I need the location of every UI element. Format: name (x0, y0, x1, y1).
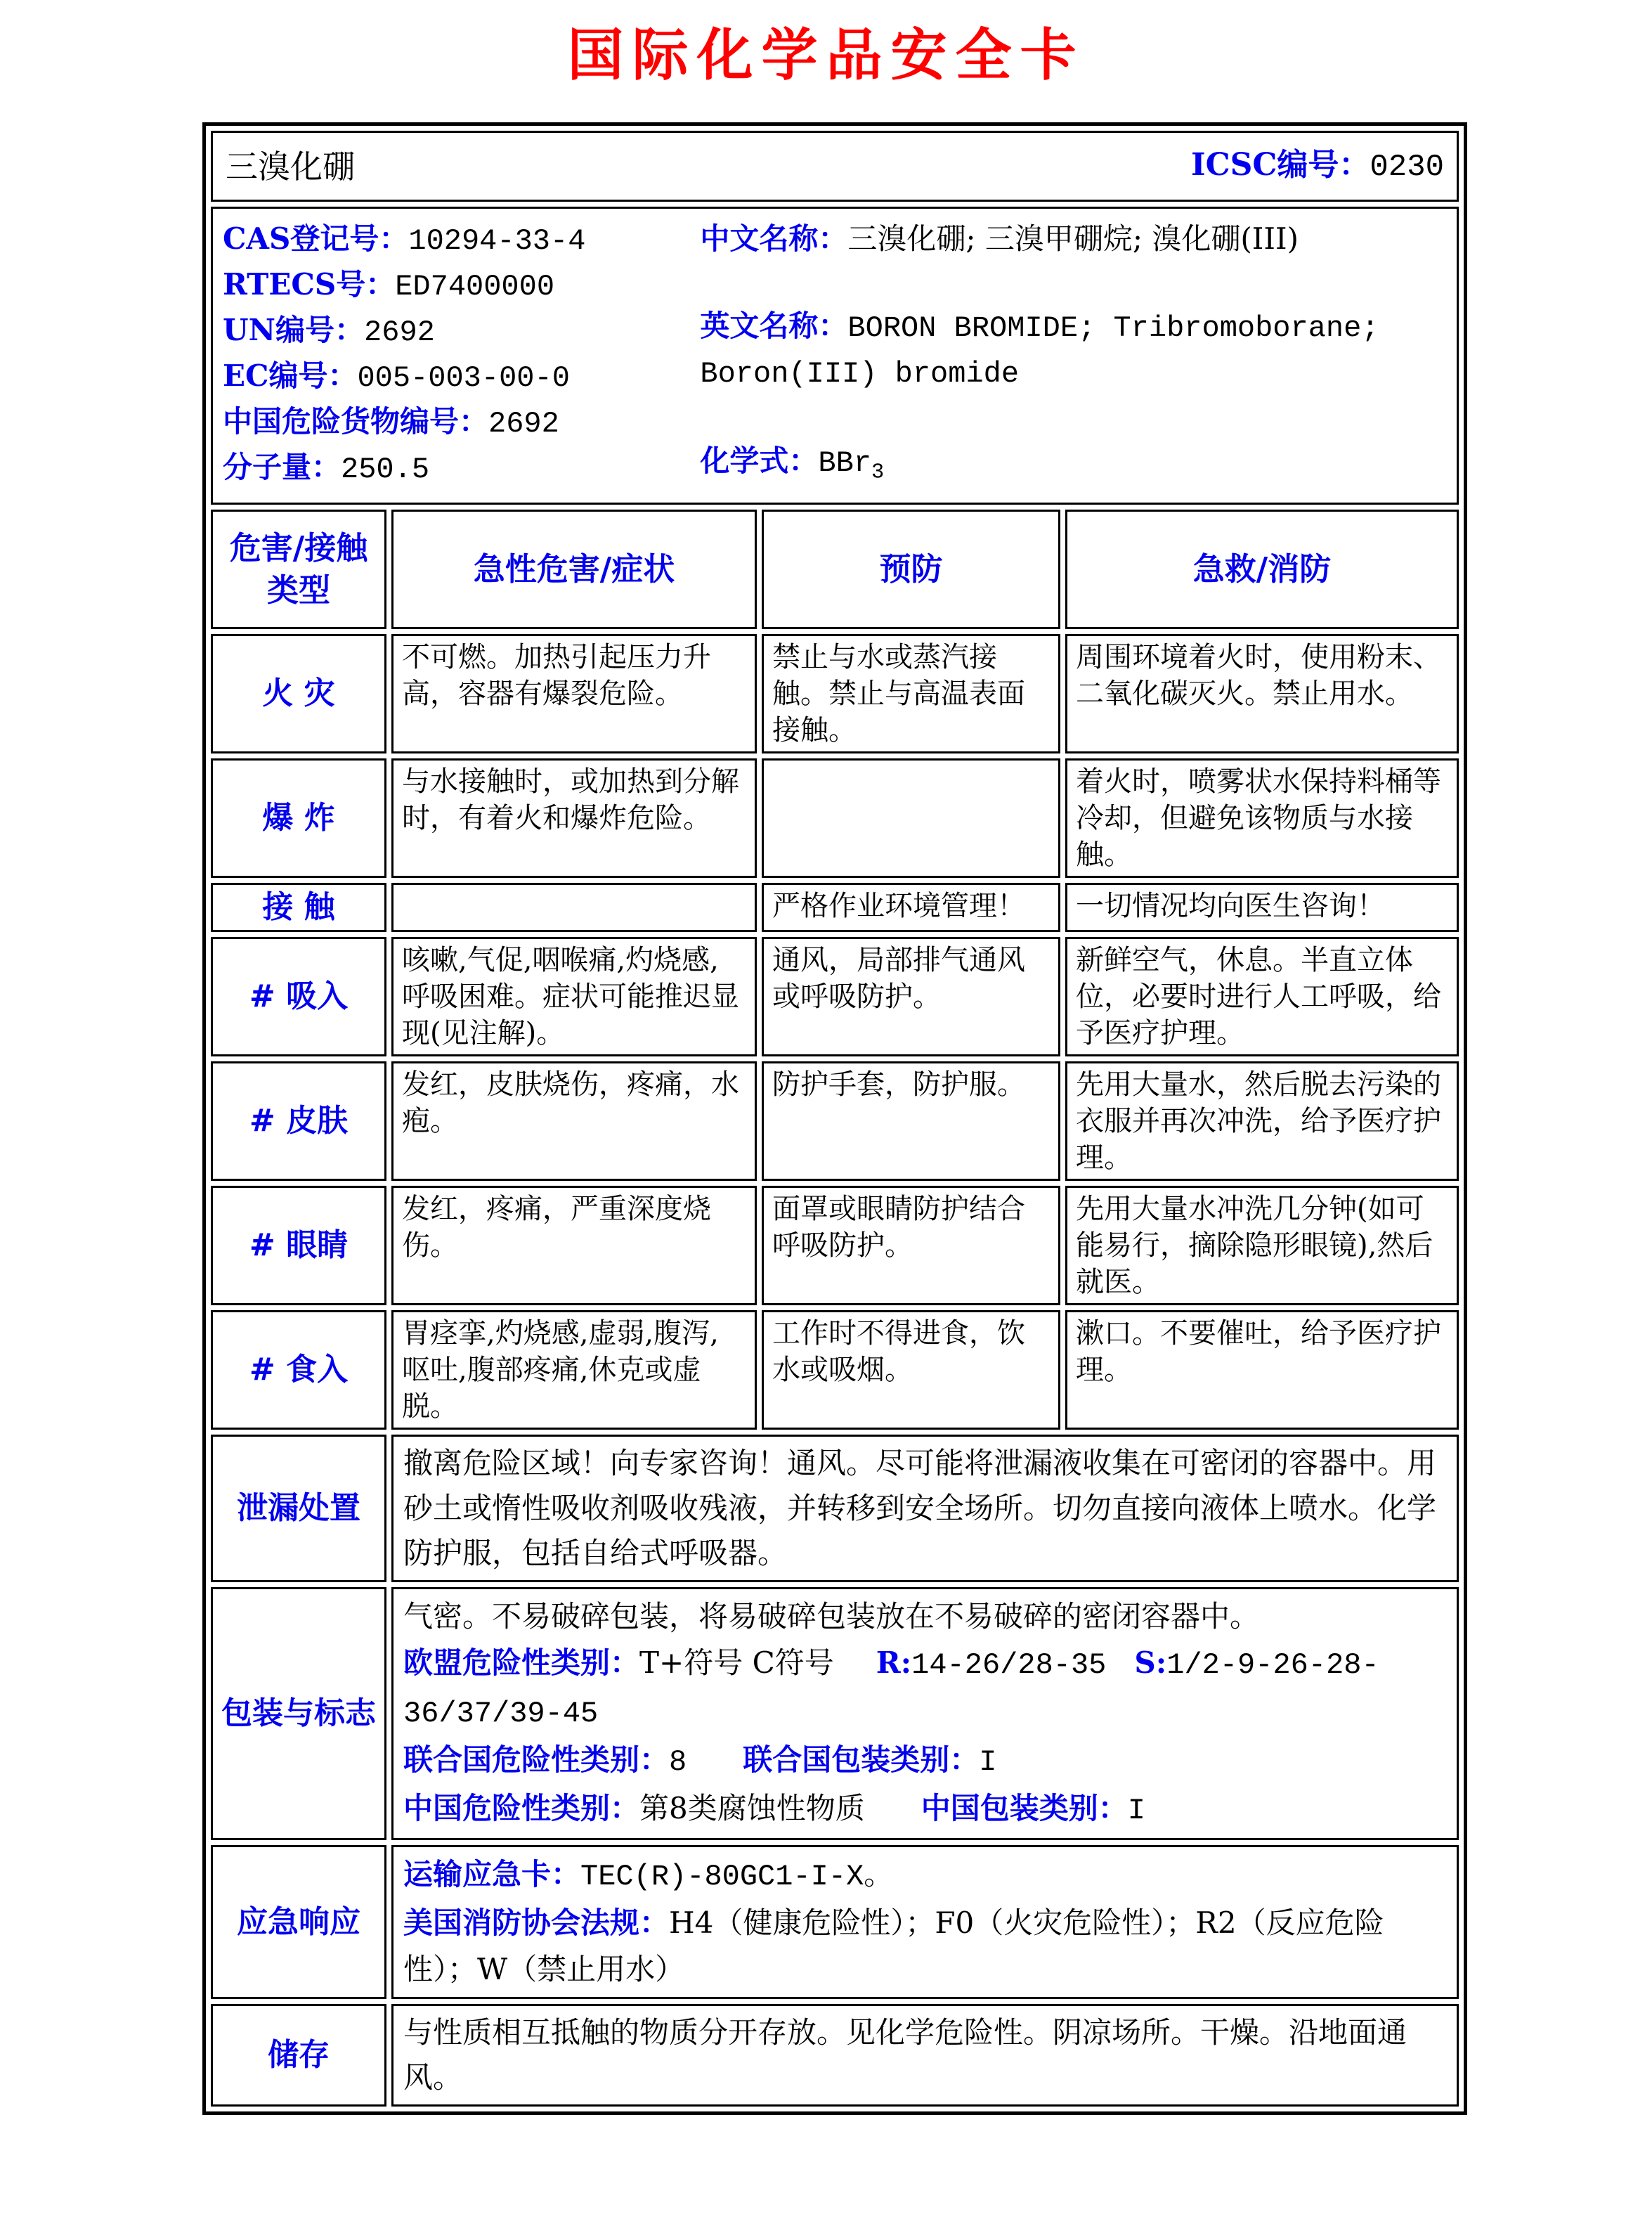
ingestion-response: 漱口。不要催吐，给予医疗护理。 (1065, 1310, 1459, 1430)
hazard-row-explosion (211, 758, 1459, 878)
formula-value: BBr$_3$ (818, 446, 885, 485)
packaging-line-eu (403, 1640, 1447, 1737)
chinese-name-line (700, 217, 1447, 261)
hazard-row-exposure (211, 883, 1459, 932)
header-first-aid: 急救/消防 (1065, 510, 1459, 629)
cas-label: CAS登记号： (223, 221, 409, 256)
ec-value: 005-003-00-0 (357, 361, 570, 395)
un-pack-label: 联合国包装类别： (743, 1742, 980, 1778)
skin-symptoms: 发红，皮肤烧伤，疼痛，水疱。 (391, 1061, 757, 1181)
eyes-prevention: 面罩或眼睛防护结合呼吸防护。 (762, 1186, 1060, 1305)
english-name-line (700, 304, 1447, 396)
inhalation-response: 新鲜空气，休息。半直立体位，必要时进行人工呼吸，给予医疗护理。 (1065, 937, 1459, 1056)
eu-class-label: 欧盟危险性类别： (403, 1645, 640, 1681)
rtecs-label: RTECS号： (223, 267, 396, 302)
molecular-weight-value: 250.5 (341, 453, 430, 486)
safety-card-table (202, 122, 1467, 2115)
inhalation-label: # 吸入 (211, 937, 386, 1056)
un-label: UN编号： (223, 313, 365, 347)
exposure-label: 接 触 (211, 883, 386, 932)
cn-class-value: 第8类腐蚀性物质 (639, 1791, 865, 1826)
spill-label: 泄漏处置 (211, 1435, 386, 1582)
un-class-label: 联合国危险性类别： (403, 1742, 670, 1778)
china-dg-number-line (223, 400, 700, 446)
packaging-label: 包装与标志 (211, 1587, 386, 1840)
explosion-symptoms: 与水接触时，或加热到分解时，有着火和爆炸危险。 (391, 758, 757, 878)
hazard-row-ingestion (211, 1310, 1459, 1430)
english-name-value: BORON BROMIDE; Tribromoborane; Boron(III) bromide (700, 311, 1379, 391)
chinese-name-label: 中文名称： (700, 221, 848, 256)
cn-pack-label: 中国包装类别： (921, 1791, 1128, 1826)
s-phrases-value: 1/2-9-26-28-36/37/39-45 (403, 1648, 1379, 1731)
exposure-symptoms (391, 883, 757, 932)
cas-value: 10294-33-4 (408, 224, 586, 258)
hazard-row-fire (211, 634, 1459, 753)
china-dg-label: 中国危险货物编号： (223, 404, 489, 439)
identifier-list (223, 217, 700, 494)
header-acute-symptoms: 急性危害/症状 (391, 510, 757, 629)
spill-row (211, 1435, 1459, 1582)
fire-label: 火 灾 (211, 634, 386, 753)
formula-line (700, 439, 1447, 494)
header-prevention: 预防 (762, 510, 1060, 629)
cn-pack-value: I (1127, 1794, 1145, 1828)
emergency-row (211, 1845, 1459, 1999)
tec-line (403, 1851, 1447, 1900)
un-class-value: 8 (669, 1745, 687, 1780)
icsc-value: 0230 (1370, 150, 1445, 185)
packaging-row (211, 1587, 1459, 1840)
exposure-prevention: 严格作业环境管理！ (762, 883, 1060, 932)
packaging-line-cn (403, 1785, 1447, 1834)
ec-number-line (223, 354, 700, 400)
hazard-row-skin (211, 1061, 1459, 1181)
ingestion-prevention: 工作时不得进食，饮水或吸烟。 (762, 1310, 1060, 1430)
fire-symptoms: 不可燃。加热引起压力升高，容器有爆裂危险。 (391, 634, 757, 753)
header-hazard-type: 危害/接触类型 (211, 510, 386, 629)
ingestion-symptoms: 胃痉挛,灼烧感,虚弱,腹泻,呕吐,腹部疼痛,休克或虚脱。 (391, 1310, 757, 1430)
eyes-label: # 眼睛 (211, 1186, 386, 1305)
storage-text: 与性质相互抵触的物质分开存放。见化学危险性。阴凉场所。干燥。沿地面通风。 (391, 2004, 1459, 2107)
storage-label: 储存 (211, 2004, 386, 2107)
eyes-response: 先用大量水冲洗几分钟(如可能易行，摘除隐形眼镜),然后就医。 (1065, 1186, 1459, 1305)
nfpa-line (403, 1900, 1447, 1993)
hazard-row-eyes (211, 1186, 1459, 1305)
emergency-content (391, 1845, 1459, 1999)
fire-response: 周围环境着火时，使用粉末、二氧化碳灭火。禁止用水。 (1065, 634, 1459, 753)
cn-class-label: 中国危险性类别： (403, 1791, 640, 1826)
page-title: 国际化学品安全卡 (567, 22, 1085, 88)
r-phrases-label: R: (876, 1645, 912, 1681)
china-dg-value: 2692 (488, 407, 559, 441)
explosion-prevention (762, 758, 1060, 878)
english-name-label: 英文名称： (700, 309, 848, 343)
nfpa-label: 美国消防协会法规： (403, 1906, 670, 1941)
cas-number-line (223, 217, 700, 263)
un-number-line (223, 309, 700, 354)
ec-label: EC编号： (223, 358, 358, 393)
icsc-number (1191, 147, 1444, 186)
hazard-row-inhalation (211, 937, 1459, 1056)
formula-label: 化学式： (700, 444, 819, 478)
nfpa-value: H4（健康危险性）；F0（火灾危险性）；R2（反应危险性）；W（禁止用水） (403, 1906, 1384, 1987)
un-pack-value: I (979, 1745, 997, 1780)
name-row (211, 131, 1459, 202)
icsc-label: ICSC编号： (1191, 147, 1370, 183)
chinese-name-value: 三溴化硼; 三溴甲硼烷; 溴化硼(III) (847, 221, 1299, 256)
packaging-line-un (403, 1737, 1447, 1785)
fire-prevention: 禁止与水或蒸汽接触。禁止与高温表面接触。 (762, 634, 1060, 753)
packaging-content (391, 1587, 1459, 1840)
skin-response: 先用大量水，然后脱去污染的衣服并再次冲洗，给予医疗护理。 (1065, 1061, 1459, 1181)
inhalation-symptoms: 咳嗽,气促,咽喉痛,灼烧感,呼吸困难。症状可能推迟显现(见注解)。 (391, 937, 757, 1056)
emergency-label: 应急响应 (211, 1845, 386, 1999)
explosion-response: 着火时，喷雾状水保持料桶等冷却，但避免该物质与水接触。 (1065, 758, 1459, 878)
name-cell (211, 131, 1459, 202)
storage-row (211, 2004, 1459, 2107)
tec-value: TEC(R)-80GC1-I-X。 (580, 1860, 894, 1894)
identity-row (211, 207, 1459, 505)
name-list (700, 217, 1447, 494)
un-value: 2692 (364, 316, 435, 349)
molecular-weight-label: 分子量： (223, 450, 342, 484)
exposure-response: 一切情况均向医生咨询！ (1065, 883, 1459, 932)
molecular-weight-line (223, 446, 700, 491)
s-phrases-label: S: (1134, 1645, 1167, 1681)
rtecs-number-line (223, 263, 700, 309)
inhalation-prevention: 通风，局部排气通风或呼吸防护。 (762, 937, 1060, 1056)
r-phrases-value: 14-26/28-35 (911, 1648, 1107, 1683)
explosion-label: 爆 炸 (211, 758, 386, 878)
identity-cell (211, 207, 1459, 505)
hazard-header-row (211, 510, 1459, 629)
ingestion-label: # 食入 (211, 1310, 386, 1430)
eyes-symptoms: 发红，疼痛，严重深度烧伤。 (391, 1186, 757, 1305)
packaging-line-airtight: 气密。不易破碎包装，将易破碎包装放在不易破碎的密闭容器中。 (403, 1599, 1260, 1634)
spill-text: 撤离危险区域！向专家咨询！通风。尽可能将泄漏液收集在可密闭的容器中。用砂土或惰性吸收剂吸收残液，并转移到安全场所。切勿直接向液体上喷水。化学防护服，包括自给式呼吸器。 (391, 1435, 1459, 1582)
skin-label: # 皮肤 (211, 1061, 386, 1181)
chemical-name: 三溴化硼 (226, 147, 355, 186)
eu-class-symbols: T+符号 C符号 (639, 1645, 834, 1681)
tec-label: 运输应急卡： (403, 1857, 581, 1892)
rtecs-value: ED7400000 (395, 270, 555, 304)
skin-prevention: 防护手套，防护服。 (762, 1061, 1060, 1181)
